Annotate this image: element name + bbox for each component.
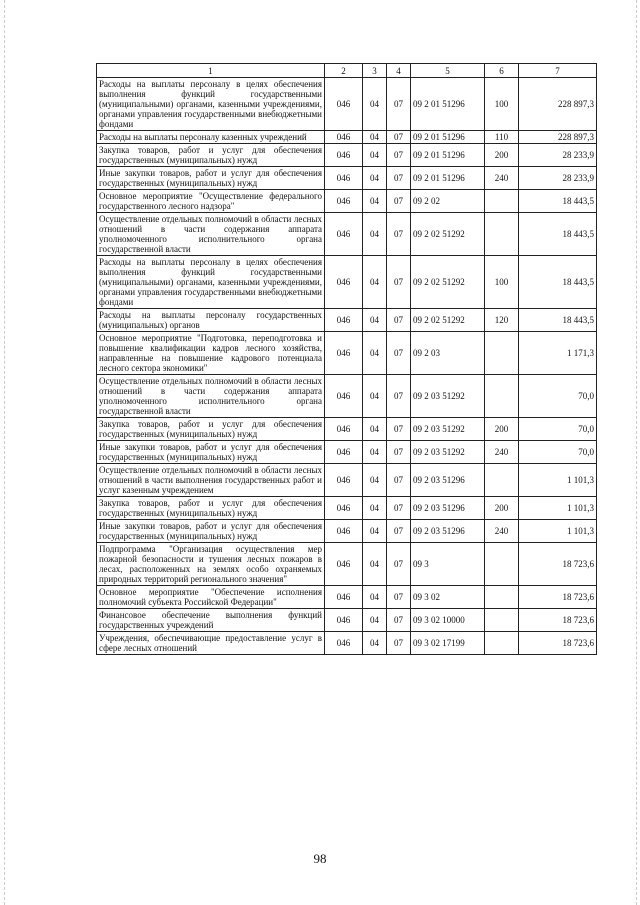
target-article-cell: 09 2 03 51296 [411, 520, 485, 543]
expense-type-cell: 200 [485, 418, 519, 441]
target-article-cell: 09 2 03 51292 [411, 441, 485, 464]
ministry-code-cell: 046 [325, 131, 363, 144]
ministry-code-cell: 046 [325, 586, 363, 609]
page-edge-right [636, 0, 637, 905]
amount-cell: 28 233,9 [519, 167, 597, 190]
column-header: 2 [325, 64, 363, 78]
column-header: 6 [485, 64, 519, 78]
section-code-cell: 04 [363, 213, 387, 256]
ministry-code-cell: 046 [325, 144, 363, 167]
target-article-cell: 09 2 01 51296 [411, 131, 485, 144]
page-number: 98 [313, 851, 327, 866]
row-name-cell: Расходы на выплаты персоналу казенных учреждений [97, 131, 325, 144]
table-row [97, 144, 597, 167]
target-article-cell: 09 3 02 17199 [411, 632, 485, 655]
subsection-code-cell: 07 [387, 144, 411, 167]
target-article-cell: 09 2 03 [411, 332, 485, 375]
expense-type-cell [485, 190, 519, 213]
section-code-cell: 04 [363, 586, 387, 609]
subsection-code-cell: 07 [387, 78, 411, 131]
ministry-code-cell: 046 [325, 441, 363, 464]
target-article-cell: 09 2 03 51292 [411, 418, 485, 441]
row-name-cell: Основное мероприятие "Обеспечение исполнения полномочий субъекта Российской Федерации" [97, 586, 325, 609]
table-row [97, 256, 597, 309]
expense-type-cell [485, 375, 519, 418]
table-row [97, 332, 597, 375]
ministry-code-cell: 046 [325, 418, 363, 441]
row-name-cell: Закупка товаров, работ и услуг для обеспечения государственных (муниципальных) нужд [97, 418, 325, 441]
table-body [97, 78, 597, 655]
ministry-code-cell: 046 [325, 256, 363, 309]
table-row [97, 464, 597, 497]
section-code-cell: 04 [363, 520, 387, 543]
page-edge-left [4, 0, 5, 905]
ministry-code-cell: 046 [325, 78, 363, 131]
amount-cell: 1 101,3 [519, 497, 597, 520]
subsection-code-cell: 07 [387, 497, 411, 520]
section-code-cell: 04 [363, 78, 387, 131]
subsection-code-cell: 07 [387, 256, 411, 309]
amount-cell: 18 723,6 [519, 632, 597, 655]
column-header: 4 [387, 64, 411, 78]
ministry-code-cell: 046 [325, 632, 363, 655]
section-code-cell: 04 [363, 418, 387, 441]
expense-type-cell [485, 632, 519, 655]
row-name-cell: Осуществление отдельных полномочий в области лесных отношений в части содержания аппарата уполномоченного исполнительного органа государственной власти [97, 213, 325, 256]
section-code-cell: 04 [363, 332, 387, 375]
expense-type-cell: 100 [485, 78, 519, 131]
target-article-cell: 09 3 02 10000 [411, 609, 485, 632]
row-name-cell: Закупка товаров, работ и услуг для обеспечения государственных (муниципальных) нужд [97, 497, 325, 520]
amount-cell: 70,0 [519, 375, 597, 418]
table-row [97, 543, 597, 586]
amount-cell: 18 443,5 [519, 309, 597, 332]
amount-cell: 1 101,3 [519, 520, 597, 543]
table-row [97, 632, 597, 655]
section-code-cell: 04 [363, 543, 387, 586]
expense-type-cell: 240 [485, 520, 519, 543]
table-row [97, 190, 597, 213]
subsection-code-cell: 07 [387, 167, 411, 190]
ministry-code-cell: 046 [325, 520, 363, 543]
section-code-cell: 04 [363, 464, 387, 497]
amount-cell: 18 723,6 [519, 543, 597, 586]
table-row [97, 131, 597, 144]
subsection-code-cell: 07 [387, 586, 411, 609]
expense-type-cell: 240 [485, 167, 519, 190]
amount-cell: 18 723,6 [519, 586, 597, 609]
ministry-code-cell: 046 [325, 213, 363, 256]
expense-type-cell [485, 332, 519, 375]
expense-type-cell: 120 [485, 309, 519, 332]
ministry-code-cell: 046 [325, 609, 363, 632]
table-row [97, 520, 597, 543]
expense-type-cell [485, 464, 519, 497]
subsection-code-cell: 07 [387, 418, 411, 441]
section-code-cell: 04 [363, 375, 387, 418]
row-name-cell: Учреждения, обеспечивающие предоставление услуг в сфере лесных отношений [97, 632, 325, 655]
row-name-cell: Подпрограмма "Организация осуществления мер пожарной безопасности и тушения лесных пожаров в лесах, расположенных на землях особо охраняемых природных территорий регионального значения" [97, 543, 325, 586]
amount-cell: 70,0 [519, 441, 597, 464]
section-code-cell: 04 [363, 131, 387, 144]
amount-cell: 70,0 [519, 418, 597, 441]
target-article-cell: 09 2 01 51296 [411, 78, 485, 131]
section-code-cell: 04 [363, 167, 387, 190]
table-row [97, 213, 597, 256]
target-article-cell: 09 2 02 [411, 190, 485, 213]
ministry-code-cell: 046 [325, 464, 363, 497]
expense-type-cell [485, 213, 519, 256]
target-article-cell: 09 2 03 51296 [411, 464, 485, 497]
subsection-code-cell: 07 [387, 309, 411, 332]
subsection-code-cell: 07 [387, 609, 411, 632]
subsection-code-cell: 07 [387, 131, 411, 144]
row-name-cell: Иные закупки товаров, работ и услуг для обеспечения государственных (муниципальных) нужд [97, 167, 325, 190]
amount-cell: 1 101,3 [519, 464, 597, 497]
row-name-cell: Расходы на выплаты персоналу в целях обеспечения выполнения функций государственными (муниципальными) органами, казенными учреждениями, органами управления государственными внебюджетными фондами [97, 78, 325, 131]
amount-cell: 1 171,3 [519, 332, 597, 375]
expense-type-cell [485, 609, 519, 632]
table-row [97, 309, 597, 332]
row-name-cell: Иные закупки товаров, работ и услуг для обеспечения государственных (муниципальных) нужд [97, 441, 325, 464]
subsection-code-cell: 07 [387, 520, 411, 543]
ministry-code-cell: 046 [325, 309, 363, 332]
table-row [97, 609, 597, 632]
column-header: 3 [363, 64, 387, 78]
section-code-cell: 04 [363, 497, 387, 520]
row-name-cell: Иные закупки товаров, работ и услуг для обеспечения государственных (муниципальных) нужд [97, 520, 325, 543]
section-code-cell: 04 [363, 609, 387, 632]
expense-type-cell: 200 [485, 497, 519, 520]
target-article-cell: 09 2 03 51292 [411, 375, 485, 418]
ministry-code-cell: 046 [325, 375, 363, 418]
ministry-code-cell: 046 [325, 190, 363, 213]
subsection-code-cell: 07 [387, 213, 411, 256]
target-article-cell: 09 2 02 51292 [411, 213, 485, 256]
table-row [97, 375, 597, 418]
expense-type-cell: 100 [485, 256, 519, 309]
section-code-cell: 04 [363, 256, 387, 309]
amount-cell: 18 443,5 [519, 190, 597, 213]
target-article-cell: 09 2 02 51292 [411, 256, 485, 309]
subsection-code-cell: 07 [387, 464, 411, 497]
target-article-cell: 09 2 02 51292 [411, 309, 485, 332]
amount-cell: 18 443,5 [519, 256, 597, 309]
target-article-cell: 09 2 01 51296 [411, 167, 485, 190]
amount-cell: 228 897,3 [519, 78, 597, 131]
table-row [97, 78, 597, 131]
subsection-code-cell: 07 [387, 441, 411, 464]
budget-table [96, 63, 597, 655]
expense-type-cell: 240 [485, 441, 519, 464]
section-code-cell: 04 [363, 144, 387, 167]
table-header-row [97, 64, 597, 78]
row-name-cell: Финансовое обеспечение выполнения функций государственных учреждений [97, 609, 325, 632]
table-row [97, 441, 597, 464]
table-row [97, 418, 597, 441]
expense-type-cell: 110 [485, 131, 519, 144]
column-header: 5 [411, 64, 485, 78]
ministry-code-cell: 046 [325, 543, 363, 586]
ministry-code-cell: 046 [325, 167, 363, 190]
section-code-cell: 04 [363, 632, 387, 655]
expense-type-cell [485, 543, 519, 586]
section-code-cell: 04 [363, 441, 387, 464]
table-row [97, 497, 597, 520]
expense-type-cell [485, 586, 519, 609]
column-header: 7 [519, 64, 597, 78]
subsection-code-cell: 07 [387, 632, 411, 655]
section-code-cell: 04 [363, 309, 387, 332]
row-name-cell: Осуществление отдельных полномочий в области лесных отношений в части содержания аппарата уполномоченного исполнительного органа государственной власти [97, 375, 325, 418]
target-article-cell: 09 3 02 [411, 586, 485, 609]
amount-cell: 18 723,6 [519, 609, 597, 632]
column-header: 1 [97, 64, 325, 78]
section-code-cell: 04 [363, 190, 387, 213]
row-name-cell: Основное мероприятие "Подготовка, переподготовка и повышение квалификации кадров лесного хозяйства, направленные на повышение кадрового потенциала лесного сектора экономики" [97, 332, 325, 375]
row-name-cell: Расходы на выплаты персоналу в целях обеспечения выполнения функций государственными (муниципальными) органами, казенными учреждениями, органами управления государственными внебюджетными фондами [97, 256, 325, 309]
row-name-cell: Расходы на выплаты персоналу государственных (муниципальных) органов [97, 309, 325, 332]
subsection-code-cell: 07 [387, 543, 411, 586]
target-article-cell: 09 2 01 51296 [411, 144, 485, 167]
amount-cell: 28 233,9 [519, 144, 597, 167]
ministry-code-cell: 046 [325, 497, 363, 520]
amount-cell: 18 443,5 [519, 213, 597, 256]
row-name-cell: Основное мероприятие "Осуществление федерального государственного лесного надзора" [97, 190, 325, 213]
subsection-code-cell: 07 [387, 190, 411, 213]
amount-cell: 228 897,3 [519, 131, 597, 144]
target-article-cell: 09 3 [411, 543, 485, 586]
target-article-cell: 09 2 03 51296 [411, 497, 485, 520]
table-row [97, 586, 597, 609]
ministry-code-cell: 046 [325, 332, 363, 375]
row-name-cell: Осуществление отдельных полномочий в области лесных отношений в части выполнения государственных работ и услуг казенным учреждением [97, 464, 325, 497]
row-name-cell: Закупка товаров, работ и услуг для обеспечения государственных (муниципальных) нужд [97, 144, 325, 167]
expense-type-cell: 200 [485, 144, 519, 167]
subsection-code-cell: 07 [387, 332, 411, 375]
subsection-code-cell: 07 [387, 375, 411, 418]
table-row [97, 167, 597, 190]
